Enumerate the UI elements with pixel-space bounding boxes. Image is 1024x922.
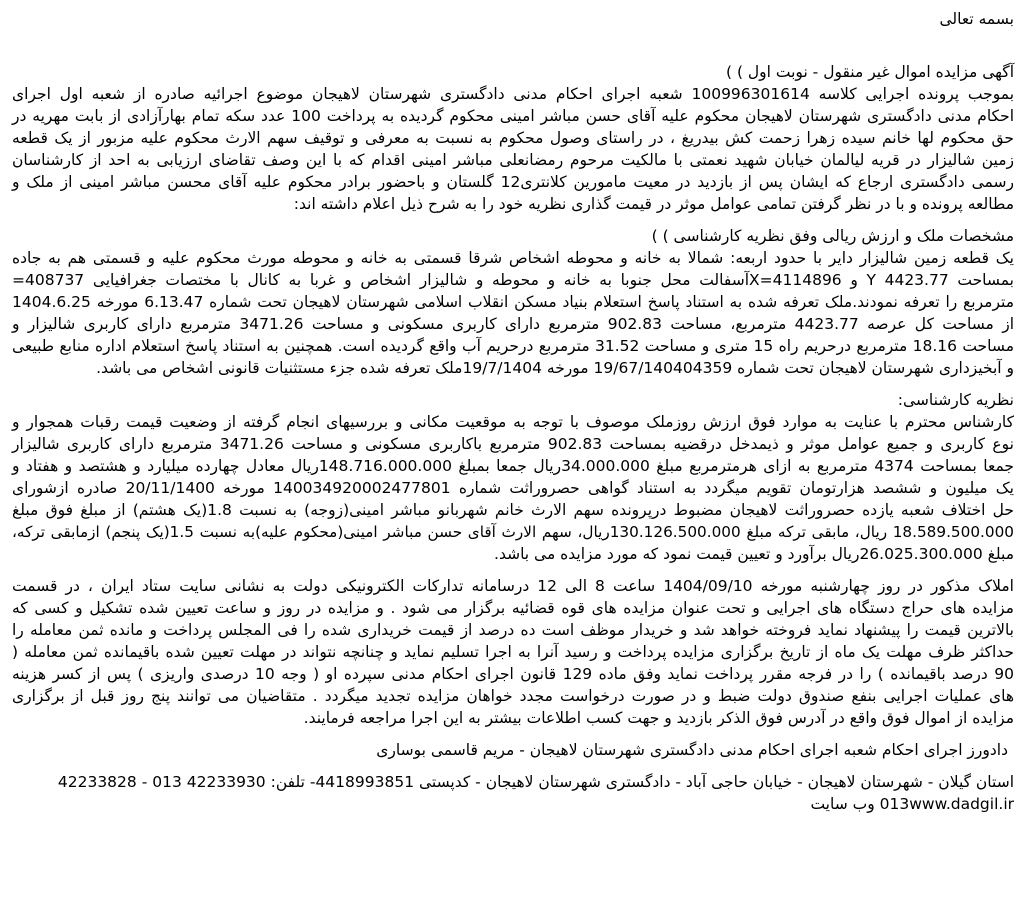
footer-website: 013www.dadgil.ir وب سایت: [810, 795, 1014, 813]
specs-heading: مشخصات ملک و ارزش ریالی وفق نظریه کارشناسی ) ): [651, 227, 1014, 245]
notice-title: آگهی مزایده اموال غیر منقول - نوبت اول ) ): [725, 63, 1014, 81]
opinion-line: یک میلیون و ششصد هزارتومان تقویم میگردد به استناد گواهی حصروراثت شماره 140034920002477801 مورخه 20/11/1400 صادره ازشورای: [12, 479, 1014, 497]
opinion-line: حل اختلاف شعبه یازده حصروراثت لاهیجان مضبوط درپرونده سهم الارث خانم شهربانو مباشر امینی(زوجه) به نسبت 1.8(یک هشتم) از مبلغ فوق مبلغ: [12, 501, 1014, 519]
opinion-line: کارشناس محترم با عنایت به موارد فوق ارزش روزملک موصوف با توجه به موقعیت مکانی و بررسیهای انجام گرفته از وضعیت قیمت رقبات همجوار و: [12, 413, 1014, 431]
specs-line: و آبخیزداری شهرستان لاهیجان تحت شماره 19/67/140404359 مورخه 19/7/1404ملک تعرفه شده جزء مستثنیات قانونی اشخاص می باشد.: [96, 359, 1014, 377]
intro-line: رسمی دادگستری ارجاع که ایشان پس از بازدید در معیت مامورین کلانتری12 گلستان و باحضور برادر محکوم علیه آقای محسن مباشر امینی از ملک و: [12, 173, 1014, 191]
auction-line: حداکثر ظرف مهلت یک ماه از تاریخ برگزاری مزایده پرداخت و رسید آنرا به اجرا تسلیم نماید و چنانچه نتواند در مهلت تعیین شده باقیمانده ثمن معامله (: [12, 643, 1014, 661]
signature-line: دادورز اجرای احکام شعبه اجرای احکام مدنی دادگستری شهرستان لاهیجان - مریم قاسمی بوساری: [376, 741, 1008, 759]
specs-line: مساحت 18.16 مترمربع درحریم راه 15 متری و مساحت 31.52 مترمربع درحریم آب واقع گردیده است. همچنین به استناد پاسخ استعلام اداره منابع طبیعی: [12, 337, 1014, 355]
specs-line: بمساحت 4423.77 Y و 4114896=Xآسفالت محل جنوبا به خانه و محوطه و شالیزار اشخاص و غربا به کانال با مختصات جغرافیایی 408737=: [12, 271, 1014, 289]
intro-paragraph: [12, 83, 1014, 215]
opinion-line: نوع کاربری و جمیع عوامل موثر و ذیمدخل درقضیه بمساحت 902.83 مترمربع باکاربری مسکونی و مساحت 3471.26 مترمربع دارای کاربری شالیزار: [12, 435, 1014, 453]
auction-line: بالاترین قیمت را پیشنهاد نماید فروخته خواهد شد و خریدار موظف است ده درصد از قیمت خریداری شده را فی المجلس پرداخت و مانده ثمن معامله را: [12, 621, 1014, 639]
intro-line: مطالعه پرونده و با در نظر گرفتن تمامی عوامل موثر در قیمت گذاری نظریه خود را به شرح ذیل اعلام داشته اند:: [293, 195, 1014, 213]
intro-line: حق محکوم لها خانم سیده زهرا زحمت کش بیدریغ ، در راستای وصول محکوم به نسبت به معرفی و توقیف سهم الارث محکوم علیه مزبور از یک قطعه: [12, 129, 1014, 147]
auction-line: های عملیات اجرایی بنفع صندوق دولت ضبط و در صورت درخواست مجدد خواهان مزایده تجدید میگردد . متقاضیان می توانند پنج روز قبل از برگزاری: [12, 687, 1014, 705]
basmala: بسمه تعالی: [939, 10, 1014, 28]
opinion-paragraph: [12, 411, 1014, 565]
auction-line: 90 درصد باقیمانده ) را در فرجه مقرر پرداخت نماید وفق ماده 129 قانون اجرای احکام مدنی سپرده او ( وجه 10 درصدی واریزی ) پس از کسر هزینه: [12, 665, 1015, 683]
auction-line: مزایده از اموال فوق واقع در آدرس فوق الذکر بازدید و جهت کسب اطلاعات بیشتر به این اجرا مراجعه فرمایند.: [303, 709, 1014, 727]
specs-paragraph: [12, 247, 1014, 379]
auction-line: املاک مذکور در روز چهارشنبه مورخه 1404/09/10 ساعت 8 الی 12 درسامانه تدارکات الکترونیکی دولت به نشانی سایت ستاد ایران ، در قسمت: [12, 577, 1014, 595]
specs-line: از مساحت کل عرصه 4423.77 مترمربع، مساحت 902.83 مترمربع دارای کاربری مسکونی و مساحت 3471.26 مترمربع دارای کاربری شالیزار و: [12, 315, 1015, 333]
specs-line: یک قطعه زمین شالیزار دایر با حدود اربعه: شمالا به خانه و محوطه اشخاص شرقا قسمتی به خانه و محوطه مورث محکوم علیه و قسمتی هم به جاده: [12, 249, 1014, 267]
opinion-line: جمعا بمساحت 4374 مترمربع به ازای هرمترمربع مبلغ 34.000.000ریال جمعا بمبلغ 148.716.000.000ریال معادل چهارده میلیارد و هشتصد و هفتاد و: [12, 457, 1015, 475]
opinion-line: 18.589.500.000 ریال، مابقی ترکه مبلغ 130.126.500.000ریال، سهم الارث آقای حسن مباشر امینی(محکوم علیه)به نسبت 1.5(یک پنجم) ازمابقی ترکه،: [12, 523, 1014, 541]
footer-address: استان گیلان - شهرستان لاهیجان - خیابان حاجی آباد - دادگستری شهرستان لاهیجان - کدپستی 4418993851- تلفن: 42233930 013 - 42233828: [57, 773, 1014, 791]
opinion-line: مبلغ 26.025.300.000ریال برآورد و تعیین قیمت نمود که مورد مزایده می باشد.: [494, 545, 1014, 563]
auction-line: مزایده های حراج دستگاه های اجرایی و تحت عنوان مزایده های قوه قضائیه برگزار می شود . و مزایده در روز و ساعت تعیین شده تشکیل و کسی که: [12, 599, 1014, 617]
specs-line: مترمربع را تعرفه نمودند.ملک تعرفه شده به استناد پاسخ استعلام بنیاد مسکن انقلاب اسلامی شهرستان لاهیجان تحت شماره 6.13.47 مورخه 1404.6.25: [12, 293, 1015, 311]
intro-line: بموجب پرونده اجرایی کلاسه 100996301614 شعبه اجرای احکام مدنی دادگستری شهرستان لاهیجان موضوع اجرائیه صادره از شعبه اول اجرای: [12, 85, 1015, 103]
intro-line: زمین شالیزار در قریه لیالمان خیابان شهید نعمتی با مالکیت مرحوم رمضانعلی مباشر امینی اقدام که با این وصف تقاضای ارزیابی به احد از کارشناسان: [12, 151, 1014, 169]
auction-paragraph: [12, 575, 1014, 729]
opinion-heading: نظریه کارشناسی:: [897, 391, 1014, 409]
intro-line: احکام مدنی دادگستری شهرستان لاهیجان محکوم علیه آقای حسن مباشر امینی محکوم گردیده به پرداخت 100 عدد سکه تمام بهارآزادی از بابت مهریه در: [12, 107, 1014, 125]
